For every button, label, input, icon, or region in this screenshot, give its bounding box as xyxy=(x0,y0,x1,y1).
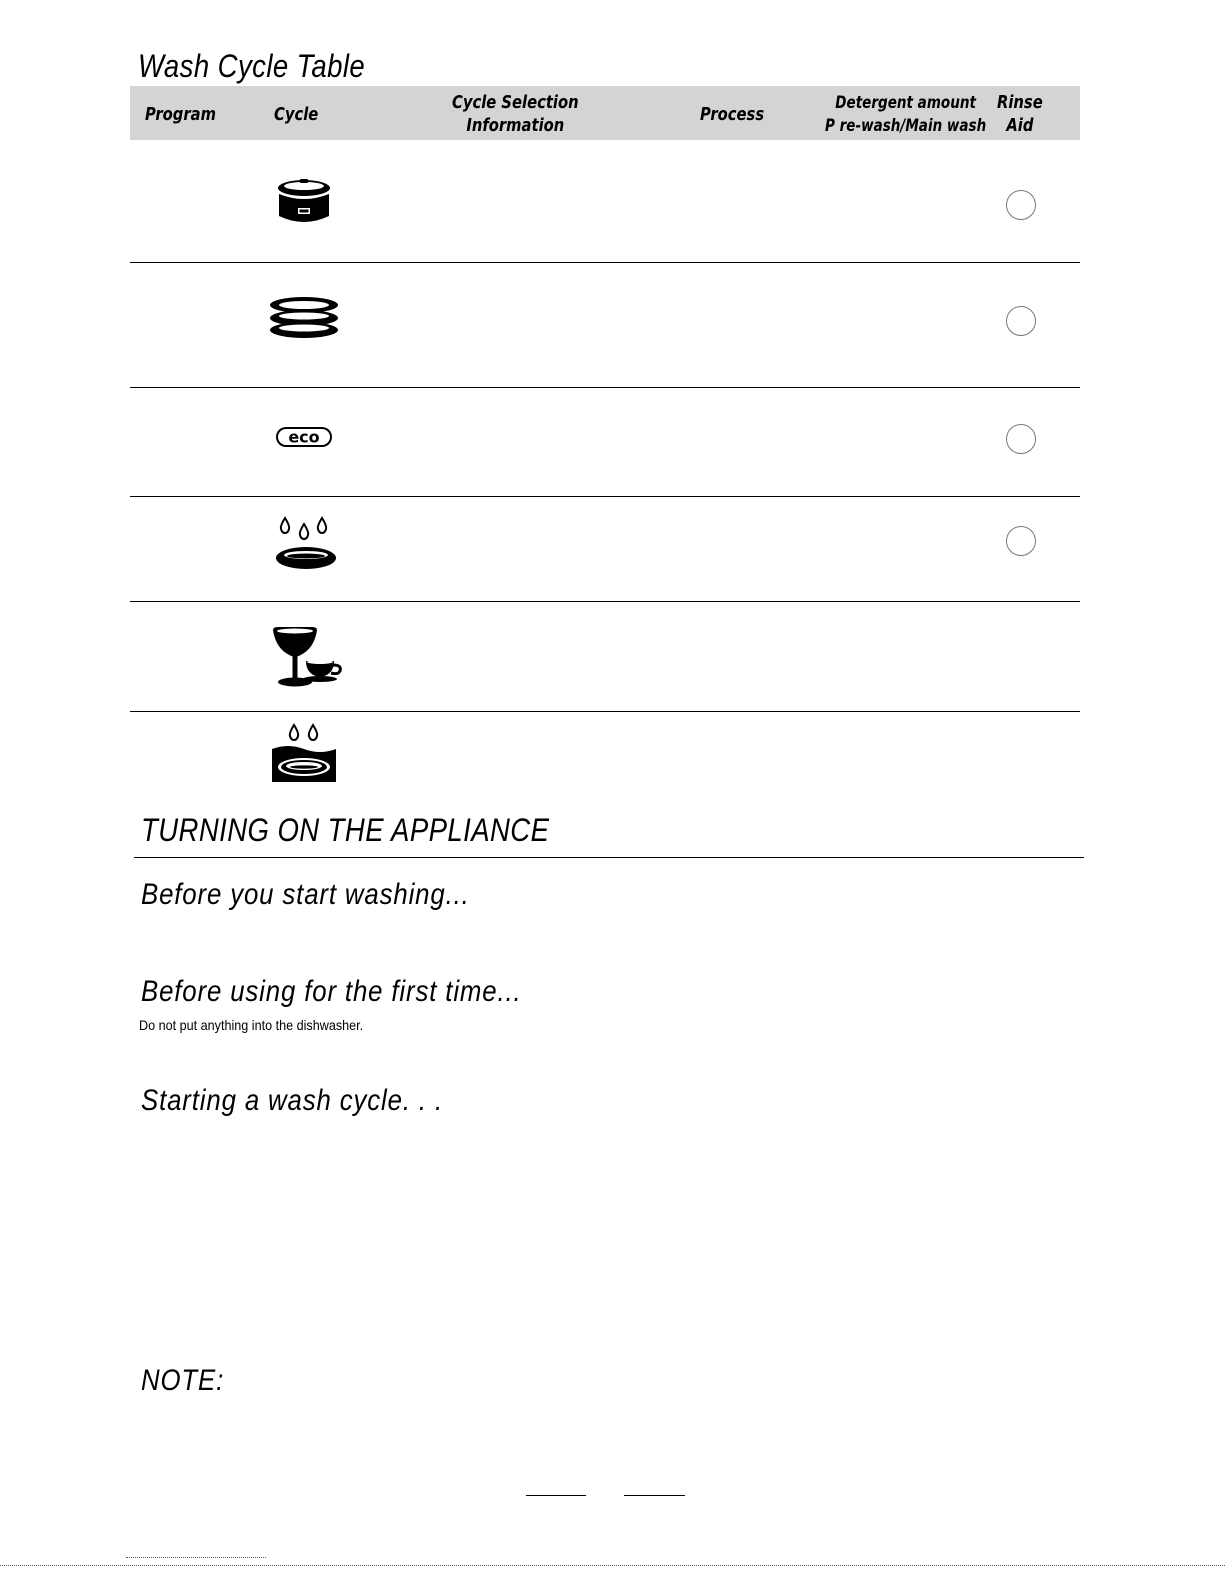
rinse-aid-indicator xyxy=(1006,526,1036,556)
footer-rule-right xyxy=(624,1495,685,1496)
header-program: Program xyxy=(145,104,216,125)
header-detergent xyxy=(825,91,986,137)
stacked-plates-icon xyxy=(268,296,340,342)
row-divider xyxy=(130,601,1080,602)
header-detergent-line1: Detergent amount xyxy=(835,93,976,112)
header-cycle-selection xyxy=(452,91,579,137)
row-divider xyxy=(130,262,1080,263)
first-time-text: Do not put anything into the dishwasher. xyxy=(139,1017,364,1033)
heading-before-start: Before you start washing... xyxy=(141,878,470,911)
pot-with-lid-icon xyxy=(276,178,332,226)
plate-with-three-drops-icon xyxy=(274,514,338,572)
header-rinse-line1: Rinse xyxy=(997,92,1043,113)
section-turning-on: TURNING ON THE APPLIANCE xyxy=(141,812,550,848)
rinse-aid-indicator xyxy=(1006,424,1036,454)
header-rinse-line2: Aid xyxy=(1006,115,1034,136)
heading-note: NOTE: xyxy=(141,1364,225,1397)
section-divider xyxy=(134,857,1084,858)
header-cycle-selection-line1: Cycle Selection xyxy=(452,92,579,113)
footer-rule-left xyxy=(526,1495,586,1496)
eco-icon xyxy=(275,426,333,448)
header-cycle: Cycle xyxy=(274,104,319,125)
row-divider xyxy=(130,387,1080,388)
row-divider xyxy=(130,496,1080,497)
heading-first-time: Before using for the first time... xyxy=(141,975,522,1008)
header-detergent-line2: P re-wash/Main wash xyxy=(825,116,987,135)
glass-and-cup-icon xyxy=(270,625,344,689)
edge-marker xyxy=(126,1557,266,1558)
page-bottom-edge xyxy=(0,1565,1225,1566)
eco-label: eco xyxy=(288,427,320,447)
rinse-aid-indicator xyxy=(1006,190,1036,220)
row-divider xyxy=(130,711,1080,712)
rinse-aid-indicator xyxy=(1006,306,1036,336)
header-process: Process xyxy=(700,104,765,125)
page-title: Wash Cycle Table xyxy=(138,48,366,84)
header-cycle-selection-line2: Information xyxy=(466,115,565,136)
header-rinse-aid xyxy=(997,91,1043,137)
heading-starting-cycle: Starting a wash cycle. . . xyxy=(141,1084,443,1117)
table-header xyxy=(130,86,1080,140)
plate-in-water-icon xyxy=(270,722,338,784)
